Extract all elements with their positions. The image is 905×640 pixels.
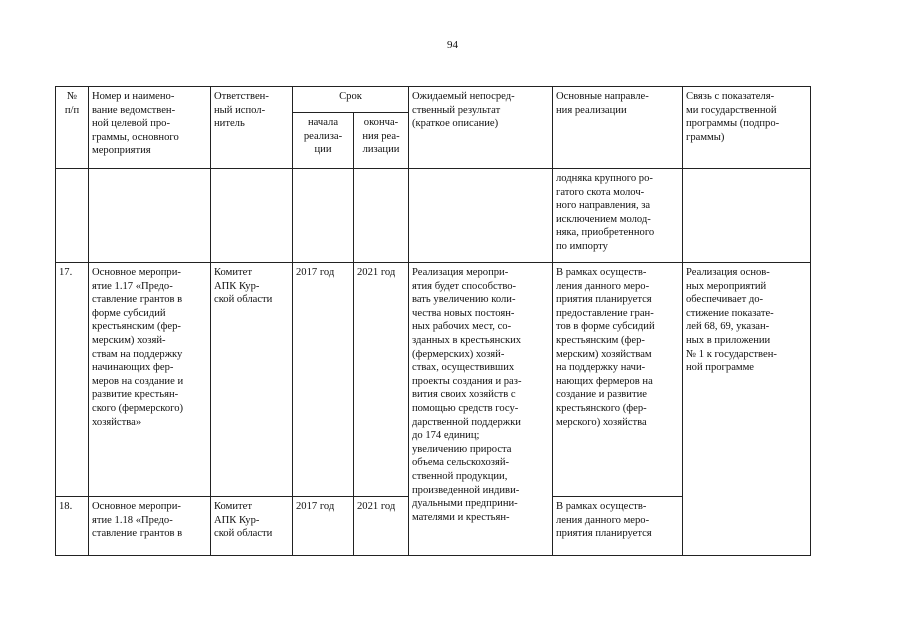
table-row-continuation [56, 169, 811, 263]
cell-num: 18. [56, 497, 89, 556]
header-row-1 [56, 87, 811, 113]
cell-num: 17. [56, 263, 89, 497]
cell-num [56, 169, 89, 263]
cell-directions: лодняка крупного ро- гатого скота молоч- ного направления, за исключением молод- няка, приобретенного по импорту [553, 169, 683, 263]
header-responsible: Ответствен- ный испол- нитель [211, 87, 293, 169]
cell-end: 2021 год [354, 263, 409, 497]
cell-start: 2017 год [293, 263, 354, 497]
cell-responsible: Комитет АПК Кур- ской области [211, 497, 293, 556]
header-term-start: начала реализа- ции [293, 113, 354, 169]
header-result: Ожидаемый непосред- ственный результат (краткое описание) [409, 87, 553, 169]
header-directions: Основные направле- ния реализации [553, 87, 683, 169]
header-term-end: оконча- ния реа- лизации [354, 113, 409, 169]
page-number: 94 [447, 39, 458, 51]
cell-start [293, 169, 354, 263]
cell-directions: В рамках осуществ- ления данного меро- приятия планируется [553, 497, 683, 556]
cell-responsible [211, 169, 293, 263]
header-name: Номер и наимено- вание ведомствен- ной целевой про- граммы, основного мероприятия [89, 87, 211, 169]
cell-name: Основное меропри- ятие 1.17 «Предо- ставление грантов в форме субсидий крестьянским (фер- мерским) хозяй- ствам на поддержку начинающих фер- меров на создание и развитие крестьян- ского (фермерского) хозяйства» [89, 263, 211, 497]
cell-end [354, 169, 409, 263]
cell-result: Реализация меропри- ятия будет способство- вать увеличению коли- чества новых постоян- ных рабочих мест, со- зданных в крестьянских (фермерских) хозяй- ствах, осуществивших проекты создания и раз- вития своих хозяйств с помощью средств госу- дарственной поддержки до 174 единиц; увеличению прироста объема сельскохозяй- ственной продукции, произведенной индиви- дуальными предприни- мателями и крестьян- [409, 263, 553, 556]
header-link: Связь с показателя- ми государственной программы (подпро- граммы) [683, 87, 811, 169]
cell-link [683, 169, 811, 263]
header-num: № п/п [56, 87, 89, 169]
cell-result [409, 169, 553, 263]
cell-name: Основное меропри- ятие 1.18 «Предо- ставление грантов в [89, 497, 211, 556]
cell-end: 2021 год [354, 497, 409, 556]
cell-start: 2017 год [293, 497, 354, 556]
cell-directions: В рамках осуществ- ления данного меро- приятия планируется предоставление гран- тов в форме субсидий крестьянским (фер- мерским) хозяйствам на поддержку начи- нающих фермеров на создание и развитие крестьянского (фер- мерского) хозяйства [553, 263, 683, 497]
cell-link: Реализация основ- ных мероприятий обеспечивает до- стижение показате- лей 68, 69, указан- ных в приложении № 1 к государствен- ной программе [683, 263, 811, 556]
cell-name [89, 169, 211, 263]
cell-responsible: Комитет АПК Кур- ской области [211, 263, 293, 497]
measures-table [55, 86, 811, 556]
header-term: Срок [293, 87, 409, 113]
table-row-17 [56, 263, 811, 497]
